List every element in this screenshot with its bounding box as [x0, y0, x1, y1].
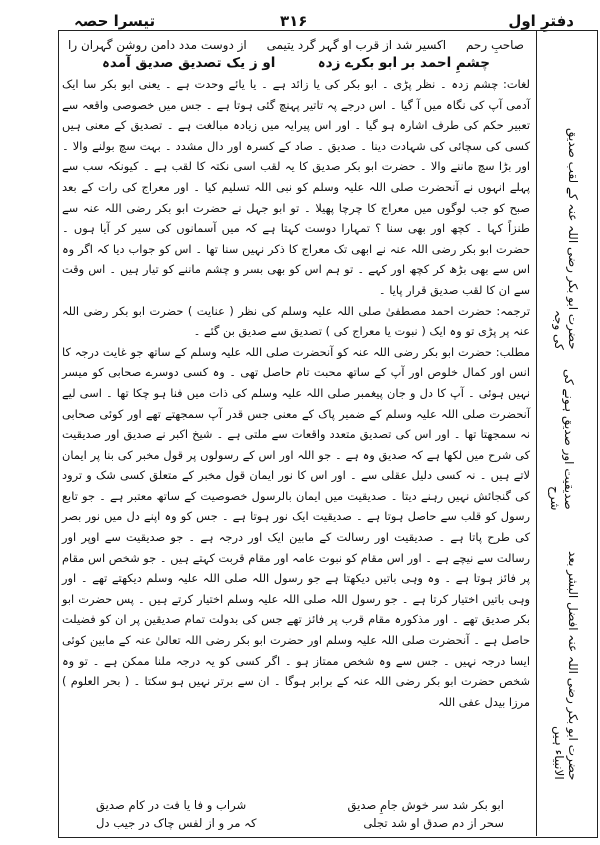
- verse-top-line-2: چشمِ احمد بر ابو بکرے زدہ او ز یک تصدیق صدیق آمدہ: [102, 55, 490, 71]
- side-note-2: صدیقیت اور صدیق ہونے کی شرح: [548, 369, 576, 510]
- translation-paragraph: ترجمہ: حضرت احمد مصطفیٰ صلی اللہ علیہ وسلم کی نظر ( عنایت ) حضرت ابو بکر رضی اللہ عنہ پر پڑی تو وہ ایک ( نبوت یا معراج کی ) تصدیق سے صدیق بن گئے ۔: [62, 303, 530, 339]
- page-number: ۳۱۶: [280, 12, 308, 30]
- closing-verses: [90, 796, 510, 832]
- vocabulary-paragraph: لغات: چشم زدہ ۔ نظر پڑی ۔ ابو بکر کی یا زائد ہے ۔ یا یائے وحدت ہے ۔ یعنی ابو بکر سا ایک آدمی آپ کی نگاہ میں آ گیا ۔ اس درجے پہ تاتیر پہنچ گئی ہوتا ہے ۔ جس میں خصوصی واقعہ سے تعبیر حکم کی طرف اشارہ ہو گیا ۔ اور اس پیرایہ میں زیادہ مبالغت ہے ۔ تصدیق کے معنی ہیں کسی کی سچائی کی شہادت دینا ۔ صدیق ۔ صاد کے کسرہ اور دال مشدد ۔ بہت سچ بولنے والا ۔ اور بڑا سچ ماننے والا ۔ حضرت ابو بکر صدیق کا یہ لقب اسی نکتہ کا لقب ہے ۔ کیونکہ سب سے پہلے انہوں نے آنحضرت صلی اللہ علیہ وسلم کو نبی اللہ تسلیم کیا ۔ اور معراج کی رات کے بعد صبح کو جب لوگوں میں معراج کا چرچا پھیلا ۔ تو ابو جہل نے حضرت ابو بکر رضی اللہ عنہ سے طنزاً کہا ۔ کچھ اور بھی سنا ؟ تمہارا دوست کہتا ہے کہ میں آسمانوں کی سیر کر آیا ہوں ۔ حضرت ابو بکر رضی اللہ عنہ نے ابھی تک معراج کا ذکر نہیں سنا تھا ۔ اس کو جواب دیا کہ اگر وہ اس سے بھی بڑھ کر کچھ اور کہے ۔ تو ہم اس کو بھی بسر و چشم ماننے کو تیار ہیں ۔ اس وقت سے ان کا لقب صدیق قرار پایا ۔: [62, 77, 530, 297]
- book-title: دفترِ اول: [508, 12, 574, 30]
- verse-bottom-line-2: سحر از دم صدق او شد تجلی کہ مر و از لفس چاک در جیب دل: [96, 816, 504, 830]
- side-note-1: حضرت ابو بکر رضی اللہ عنہ کے لقب صدیق کی وجہ: [552, 128, 580, 350]
- explanation-paragraph: مطلب: حضرت ابو بکر رضی اللہ عنہ کو آنحضرت صلی اللہ علیہ وسلم کے ساتھ جو غایت درجہ کا انس اور کمال خلوص اور آپ کے ساتھ محبت تام حاصل تھی ۔ وہ کسی دوسرے صحابی کو میسر نہیں ہوئی ۔ آپ کا دل و جان پیغمبر صلی اللہ علیہ وسلم کی ذات میں فنا ہو چکا تھا ۔ اسی لیے آنحضرت صلی اللہ علیہ وسلم کے ضمیر پاک کے معنی جس قدر آپ سمجھتے تھے اور کوئی صحابی نہ سمجھتا تھا ۔ اور اس کی تصدیق متعدد واقعات سے ملتی ہے ۔ شیخ اکبر نے صدیق اور صدیقیت کی شرح میں لکھا ہے کہ صدیق وہ ہے ۔ جو اللہ اور اس کے رسولوں پر قول مخبر کی بنا پر ایمان لاتے ہیں ۔ نہ کسی دلیل عقلی سے ۔ اور اس کا نور ایمان قول مخبر کے متعلق کسی شک و ترود کی گنجائش نہیں رہنے دیتا ۔ صدیقیت میں ایمان بالرسول خصوصیت کے ساتھ معتبر ہے ۔ جو تابع رسول کو قلب سے حاصل ہوتا ہے ۔ صدیقیت ایک نور ہوتا ہے ۔ جس کو وہ اپنے دل میں نور بصر کی طرح پاتا ہے ۔ صدیقیت اور رسالت کے مابین ایک اور درجہ ہے ۔ جو صدیقیت سے اوپر اور رسالت سے نیچے ہے ۔ اور اس مقام کو نبوت عامہ اور مقام قربت کہتے ہیں ۔ جو شخص اس مقام پر فائز ہوتا ہے ۔ وہ وہی باتیں دیکھتا ہے جو رسول اللہ صلی اللہ علیہ وسلم دیکھتے تھے ۔ اور وہی باتیں اختیار کرتا ہے ۔ جو رسول اللہ صلی اللہ علیہ وسلم اختیار کرتے ہیں ۔ پس حضرت ابو بکر صدیق تھے ۔ اور مذکورہ مقام قرب پر فائز تھے جس کی بدولت تمام صدیقین پر ان کو فضیلت حاصل ہے ۔ آنحضرت صلی اللہ علیہ وسلم اور حضرت ابو بکر رضی اللہ تعالیٰ عنہ کے مابین کوئی ایسا درجہ نہیں ۔ جس سے وہ شخص ممتاز ہو ۔ اگر کسی کو یہ درجہ ملنا ممکن ہے ۔ تو وہ شخص حضرت ابو بکر رضی اللہ عنہ کے برابر ہوگا ۔ ان سے برتر نہیں ہو سکتا ۔ ( بحر العلوم ) مرزا بیدل عفی اللہ: [62, 344, 530, 709]
- margin-divider: [536, 30, 537, 836]
- main-text: [62, 36, 530, 712]
- side-note-3: حضرت ابو بکر رضی اللہ عنہ افضل البشر بعد الانبیاء ہیں: [552, 550, 580, 780]
- part-title: تیسرا حصہ: [74, 12, 156, 30]
- verse-top-line-1: صاحبِ رحم اکسیر شد از قرب او گہر گرد یتیمی از دوست مدد دامن روشن گہران را: [68, 38, 524, 52]
- verse-bottom-line-1: ابو بکر شد سر خوش جامِ صدیق شراب و فا یا فت در کام صدیق: [96, 798, 504, 812]
